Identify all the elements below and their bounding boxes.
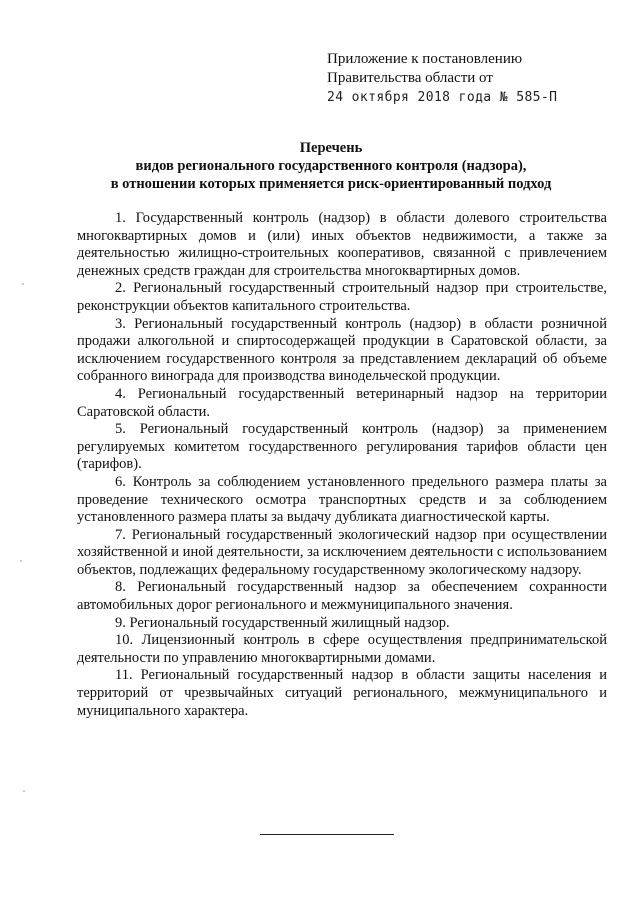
document-title	[60, 139, 602, 193]
document-body	[77, 210, 607, 720]
appendix-date-stamp: 24 октября 2018 года № 585-П	[327, 90, 558, 105]
scan-speck	[20, 560, 22, 562]
list-item-1: 1. Государственный контроль (надзор) в области долевого строительства многоквартирных домов и (или) иных объектов недвижимости, а также за деятельностью жилищно-строительных кооперативов, связанной с привлечением денежных средств граждан для строительства многоквартирных домов.	[77, 210, 607, 279]
list-item-2: 2. Региональный государственный строительный надзор при строительстве, реконструкции объектов капитального строительства.	[77, 280, 607, 314]
signature-divider	[260, 834, 394, 835]
scan-speck	[23, 790, 25, 792]
list-item-11: 11. Региональный государственный надзор в области защиты населения и территорий от чрезвычайных ситуаций регионального, межмуниципального и муниципального характера.	[77, 667, 607, 719]
title-line-3: в отношении которых применяется риск-ориентированный подход	[110, 176, 552, 192]
title-line-1: Перечень	[299, 140, 363, 156]
list-item-10: 10. Лицензионный контроль в сфере осуществления предпринимательской деятельности по управлению многоквартирными домами.	[77, 632, 607, 666]
list-item-3: 3. Региональный государственный контроль (надзор) в области розничной продажи алкогольной и спиртосодержащей продукции в Саратовской области, за исключением государственного контроля за представлением деклараций об объеме собранного винограда для производства винодельческой продукции.	[77, 315, 607, 385]
list-item-4: 4. Региональный государственный ветеринарный надзор на территории Саратовской области.	[77, 385, 607, 420]
list-item-5: 5. Региональный государственный контроль (надзор) за применением регулируемых комитетом государственного регулирования тарифов области цен (тарифов).	[77, 421, 607, 473]
appendix-line-2: Правительства области от	[327, 70, 493, 86]
list-item-9: 9. Региональный государственный жилищный надзор.	[115, 614, 450, 631]
list-item-7: 7. Региональный государственный экологический надзор при осуществлении хозяйственной и иной деятельности, за исключением деятельности с использованием объектов, подлежащих федеральному государственному экологическому надзору.	[77, 526, 607, 578]
appendix-line-1: Приложение к постановлению	[327, 51, 523, 67]
list-item-6: 6. Контроль за соблюдением установленного предельного размера платы за проведение технического осмотра транспортных средств и за соблюдением установленного размера платы за выдачу дубликата диагностической карты.	[77, 473, 607, 526]
list-item-8: 8. Региональный государственный надзор за обеспечением сохранности автомобильных дорог регионального и межмуниципального значения.	[77, 579, 607, 614]
scan-speck	[22, 283, 24, 285]
title-line-2: видов регионального государственного контроля (надзора),	[135, 158, 527, 174]
appendix-header	[327, 50, 627, 107]
